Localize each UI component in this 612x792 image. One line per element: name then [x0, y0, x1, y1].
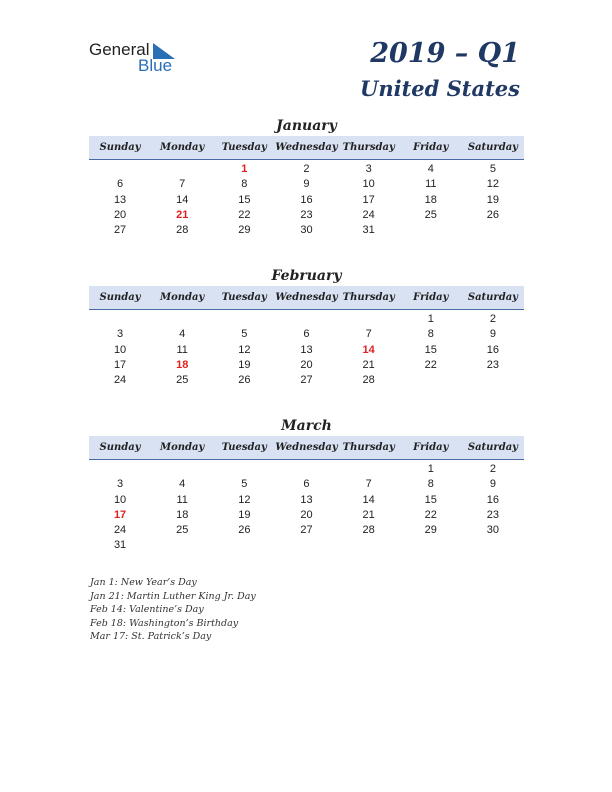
day: 22 — [424, 508, 437, 521]
day: 29 — [238, 224, 251, 237]
day: 17 — [113, 358, 127, 371]
weekday-friday: Friday — [413, 442, 449, 453]
day: 9 — [489, 328, 496, 341]
day: 5 — [489, 163, 496, 175]
holiday-day: 1 — [241, 163, 248, 175]
day: 5 — [241, 328, 248, 341]
day: 23 — [300, 208, 313, 221]
empty-cell — [338, 462, 400, 477]
day: 20 — [300, 508, 313, 521]
day: 23 — [486, 508, 500, 521]
day: 11 — [176, 343, 188, 356]
empty-cell — [275, 312, 337, 327]
weekday-sunday: Sunday — [99, 142, 141, 153]
day: 8 — [427, 478, 434, 491]
day-grid — [89, 462, 524, 554]
weekday-friday: Friday — [413, 292, 449, 303]
weekday-tuesday: Tuesday — [221, 442, 267, 453]
day: 10 — [113, 343, 127, 356]
day: 27 — [300, 374, 313, 387]
empty-cell — [151, 312, 213, 327]
day: 15 — [424, 343, 437, 356]
day: 31 — [113, 539, 127, 552]
day: 25 — [424, 208, 437, 221]
month-january — [89, 116, 524, 238]
empty-cell — [338, 312, 400, 327]
day: 16 — [486, 493, 500, 506]
month-february — [89, 266, 524, 388]
day: 19 — [238, 508, 251, 521]
day: 28 — [362, 374, 375, 387]
holiday-day: 18 — [176, 358, 189, 371]
weekday-thursday: Thursday — [342, 442, 395, 453]
weekday-monday: Monday — [160, 442, 205, 453]
weekday-thursday: Thursday — [342, 142, 395, 153]
weekday-wednesday: Wednesday — [275, 142, 338, 153]
weekday-saturday: Saturday — [467, 442, 518, 453]
month-name: February — [271, 268, 342, 284]
day: 25 — [176, 374, 189, 387]
logo-general-text: General — [89, 40, 150, 59]
day: 24 — [113, 374, 127, 387]
empty-cell — [151, 462, 213, 477]
weekday-saturday: Saturday — [467, 292, 518, 303]
empty-cell — [89, 462, 151, 477]
day: 20 — [300, 358, 313, 371]
day: 22 — [424, 358, 437, 371]
day: 6 — [117, 178, 124, 191]
day: 28 — [176, 224, 189, 237]
holiday-item: Jan 1: New Year’s Day — [90, 577, 197, 588]
weekday-monday: Monday — [160, 292, 205, 303]
day: 20 — [113, 208, 127, 221]
day: 8 — [241, 178, 248, 191]
empty-cell — [89, 162, 151, 177]
day-grid — [89, 312, 524, 388]
day: 7 — [365, 328, 372, 341]
month-name: January — [276, 118, 337, 134]
day: 19 — [238, 358, 251, 371]
empty-cell — [213, 312, 275, 327]
day: 26 — [486, 208, 500, 221]
page-title: 2019 – Q1 — [370, 38, 520, 69]
day: 26 — [238, 524, 251, 537]
empty-cell — [213, 462, 275, 477]
day: 9 — [303, 178, 310, 191]
empty-cell — [151, 162, 213, 177]
day: 4 — [427, 163, 434, 175]
holiday-day: 21 — [176, 208, 189, 221]
day: 19 — [486, 193, 500, 206]
day: 4 — [179, 328, 186, 341]
day: 11 — [176, 493, 188, 506]
day: 9 — [489, 478, 496, 491]
day: 31 — [362, 224, 375, 237]
holiday-item: Feb 18: Washington’s Birthday — [90, 617, 239, 629]
day: 13 — [300, 493, 313, 506]
holiday-item: Jan 21: Martin Luther King Jr. Day — [90, 590, 256, 602]
day: 21 — [362, 358, 375, 371]
day: 6 — [303, 478, 310, 491]
holiday-item: Feb 14: Valentine’s Day — [90, 604, 204, 616]
day: 16 — [300, 193, 313, 206]
day: 25 — [176, 524, 189, 537]
day: 12 — [486, 178, 500, 191]
day: 6 — [303, 328, 310, 341]
weekday-sunday: Sunday — [99, 292, 141, 303]
holiday-list — [90, 576, 256, 644]
day: 30 — [300, 224, 313, 237]
day: 14 — [362, 493, 375, 506]
logo-blue-text: Blue — [138, 56, 173, 75]
day: 22 — [238, 208, 251, 221]
day: 1 — [427, 313, 434, 325]
day-grid — [89, 162, 524, 238]
day: 11 — [425, 178, 437, 191]
day: 14 — [176, 193, 189, 206]
day: 27 — [113, 224, 127, 237]
weekday-header — [89, 136, 524, 160]
day: 7 — [365, 478, 372, 491]
day: 1 — [427, 463, 434, 475]
day: 23 — [486, 358, 500, 371]
day: 18 — [424, 193, 437, 206]
weekday-sunday: Sunday — [99, 442, 141, 453]
day: 7 — [179, 178, 186, 191]
day: 15 — [424, 493, 437, 506]
weekday-tuesday: Tuesday — [221, 292, 267, 303]
day: 4 — [179, 478, 186, 491]
country-name: United States — [360, 76, 520, 101]
day: 13 — [113, 193, 127, 206]
holiday-item: Mar 17: St. Patrick’s Day — [90, 631, 212, 643]
month-march — [89, 416, 524, 554]
weekday-wednesday: Wednesday — [275, 442, 338, 453]
day: 28 — [362, 524, 375, 537]
day: 12 — [238, 493, 251, 506]
day: 17 — [362, 193, 375, 206]
holiday-day: 14 — [362, 343, 375, 356]
empty-cell — [275, 462, 337, 477]
day: 2 — [489, 313, 496, 325]
weekday-saturday: Saturday — [467, 142, 518, 153]
weekday-monday: Monday — [160, 142, 205, 153]
day: 18 — [176, 508, 189, 521]
day: 27 — [300, 524, 313, 537]
day: 13 — [300, 343, 313, 356]
day: 24 — [113, 524, 127, 537]
weekday-thursday: Thursday — [342, 292, 395, 303]
day: 24 — [362, 208, 375, 221]
weekday-wednesday: Wednesday — [275, 292, 338, 303]
day: 8 — [427, 328, 434, 341]
day: 3 — [117, 328, 124, 341]
day: 2 — [489, 463, 496, 475]
day: 12 — [238, 343, 251, 356]
day: 30 — [486, 524, 500, 537]
day: 10 — [113, 493, 127, 506]
day: 26 — [238, 374, 251, 387]
day: 5 — [241, 478, 248, 491]
weekday-header — [89, 436, 524, 460]
weekday-friday: Friday — [413, 142, 449, 153]
holiday-day: 17 — [113, 508, 127, 521]
weekday-tuesday: Tuesday — [221, 142, 267, 153]
empty-cell — [89, 312, 151, 327]
day: 21 — [362, 508, 375, 521]
day: 10 — [362, 178, 375, 191]
day: 3 — [117, 478, 124, 491]
day: 29 — [424, 524, 437, 537]
day: 3 — [365, 163, 372, 175]
day: 2 — [303, 163, 310, 175]
day: 16 — [486, 343, 500, 356]
weekday-header — [89, 286, 524, 310]
day: 15 — [238, 193, 251, 206]
month-name: March — [281, 418, 332, 434]
